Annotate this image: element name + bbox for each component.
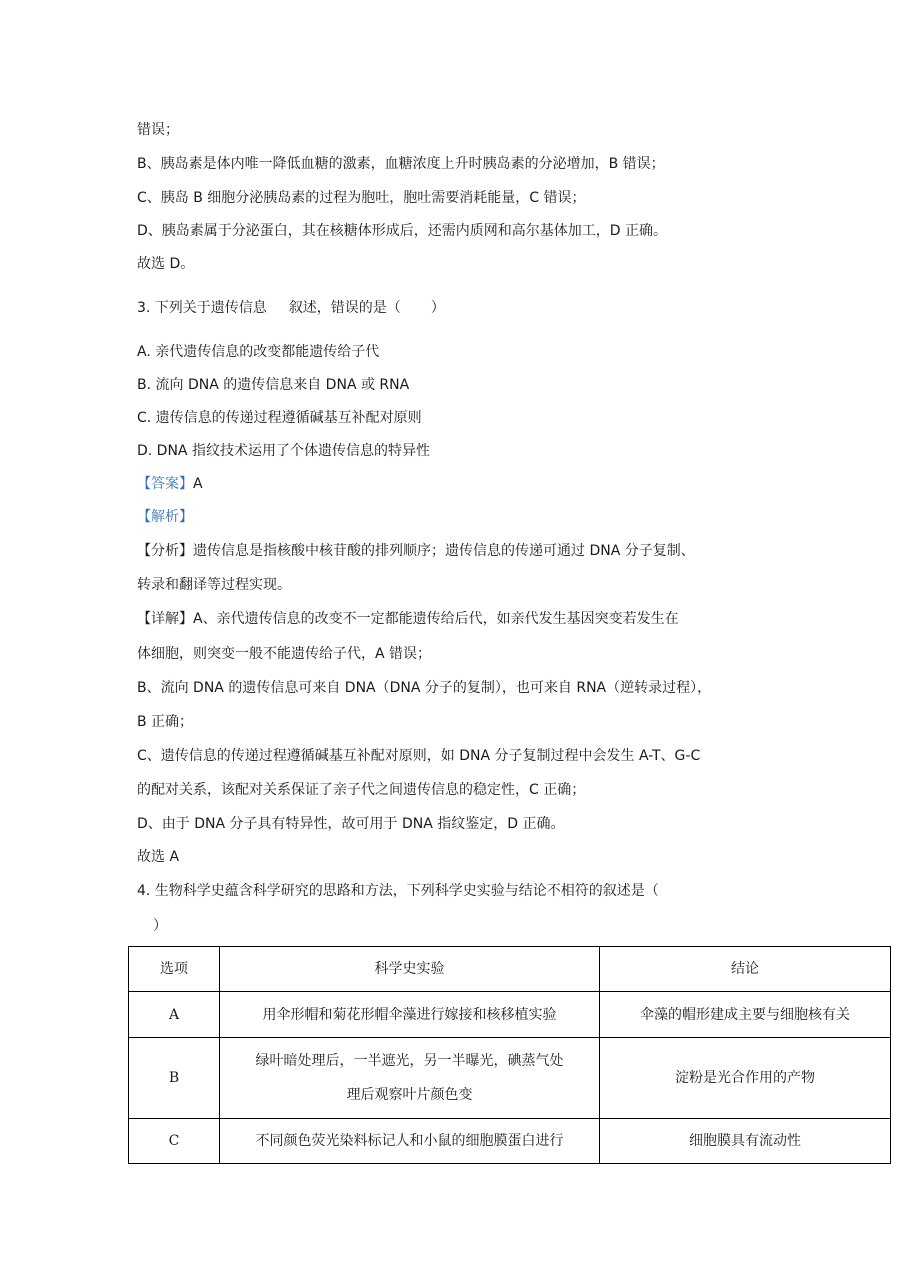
header-experiment: 科学史实验 bbox=[220, 947, 600, 992]
analysis-text: 转录和翻译等过程实现。 bbox=[137, 577, 291, 593]
question-stem: 4. 生物科学史蕴含科学研究的思路和方法，下列科学史实验与结论不相符的叙述是（ bbox=[137, 883, 659, 899]
header-conclusion: 结论 bbox=[600, 947, 891, 992]
answer-line bbox=[137, 474, 203, 494]
experiment-line: 绿叶暗处理后，一半遮光，另一半曝光，碘蒸气处 bbox=[255, 1053, 564, 1069]
table-row bbox=[129, 1119, 891, 1164]
detail-text: B、流向 DNA 的遗传信息可来自 DNA（DNA 分子的复制），也可来自 RNA（逆转录过程）， bbox=[137, 680, 712, 696]
answer-value: A bbox=[193, 476, 203, 492]
stem-part: ） bbox=[430, 300, 445, 316]
text-line: 错误； bbox=[137, 122, 179, 138]
row-conclusion: 淀粉是光合作用的产物 bbox=[600, 1038, 891, 1119]
row-experiment: 不同颜色荧光染料标记人和小鼠的细胞膜蛋白进行 bbox=[220, 1119, 600, 1164]
option-d: D. DNA 指纹技术运用了个体遗传信息的特异性 bbox=[137, 443, 430, 459]
row-experiment: 用伞形帽和菊花形帽伞藻进行嫁接和核移植实验 bbox=[220, 992, 600, 1038]
analysis-tag: 【解析】 bbox=[137, 509, 193, 525]
detail-text: 【详解】A、亲代遗传信息的改变不一定都能遗传给后代，如亲代发生基因突变若发生在 bbox=[137, 611, 679, 627]
row-conclusion: 细胞膜具有流动性 bbox=[600, 1119, 891, 1164]
detail-text: B 正确； bbox=[137, 714, 194, 730]
option-b: B. 流向 DNA 的遗传信息来自 DNA 或 RNA bbox=[137, 377, 410, 393]
table-header-row bbox=[129, 947, 891, 992]
detail-text: 的配对关系，该配对关系保证了亲子代之间遗传信息的稳定性，C 正确； bbox=[137, 782, 586, 798]
text-line: D、胰岛素属于分泌蛋白，其在核糖体形成后，还需内质网和高尔基体加工，D 正确。 bbox=[137, 223, 668, 239]
text-line: B、胰岛素是体内唯一降低血糖的激素，血糖浓度上升时胰岛素的分泌增加，B 错误； bbox=[137, 156, 665, 172]
answer-tag: 【答案】 bbox=[137, 476, 193, 492]
row-conclusion: 伞藻的帽形建成主要与细胞核有关 bbox=[600, 992, 891, 1038]
stem-part: 叙述，错误的是（ bbox=[288, 300, 401, 316]
analysis-text: 【分析】遗传信息是指核酸中核苷酸的排列顺序；遗传信息的传递可通过 DNA 分子复制、 bbox=[137, 543, 695, 559]
row-experiment bbox=[220, 1038, 600, 1119]
detail-text: C、遗传信息的传递过程遵循碱基互补配对原则，如 DNA 分子复制过程中会发生 A-T、G-C bbox=[137, 748, 701, 764]
text-line: C、胰岛 B 细胞分泌胰岛素的过程为胞吐，胞吐需要消耗能量，C 错误； bbox=[137, 190, 586, 206]
option-c: C. 遗传信息的传递过程遵循碱基互补配对原则 bbox=[137, 410, 422, 426]
experiment-line: 理后观察叶片颜色变 bbox=[346, 1087, 473, 1103]
table-row bbox=[129, 992, 891, 1038]
stem-part: 3. 下列关于遗传信息 bbox=[137, 300, 267, 316]
table-row bbox=[129, 1038, 891, 1119]
row-option: C bbox=[129, 1119, 220, 1164]
detail-text: D、由于 DNA 分子具有特异性，故可用于 DNA 指纹鉴定，D 正确。 bbox=[137, 816, 565, 832]
question-stem-end: ） bbox=[153, 918, 167, 934]
row-option: A bbox=[129, 992, 220, 1038]
row-option: B bbox=[129, 1038, 220, 1119]
question-stem bbox=[137, 298, 445, 318]
detail-text: 故选 A bbox=[137, 849, 180, 865]
detail-text: 体细胞，则突变一般不能遗传给子代，A 错误； bbox=[137, 646, 432, 662]
experiment-table bbox=[128, 946, 891, 1164]
text-line: 故选 D。 bbox=[137, 256, 195, 272]
header-option: 选项 bbox=[129, 947, 220, 992]
option-a: A. 亲代遗传信息的改变都能遗传给子代 bbox=[137, 344, 380, 360]
